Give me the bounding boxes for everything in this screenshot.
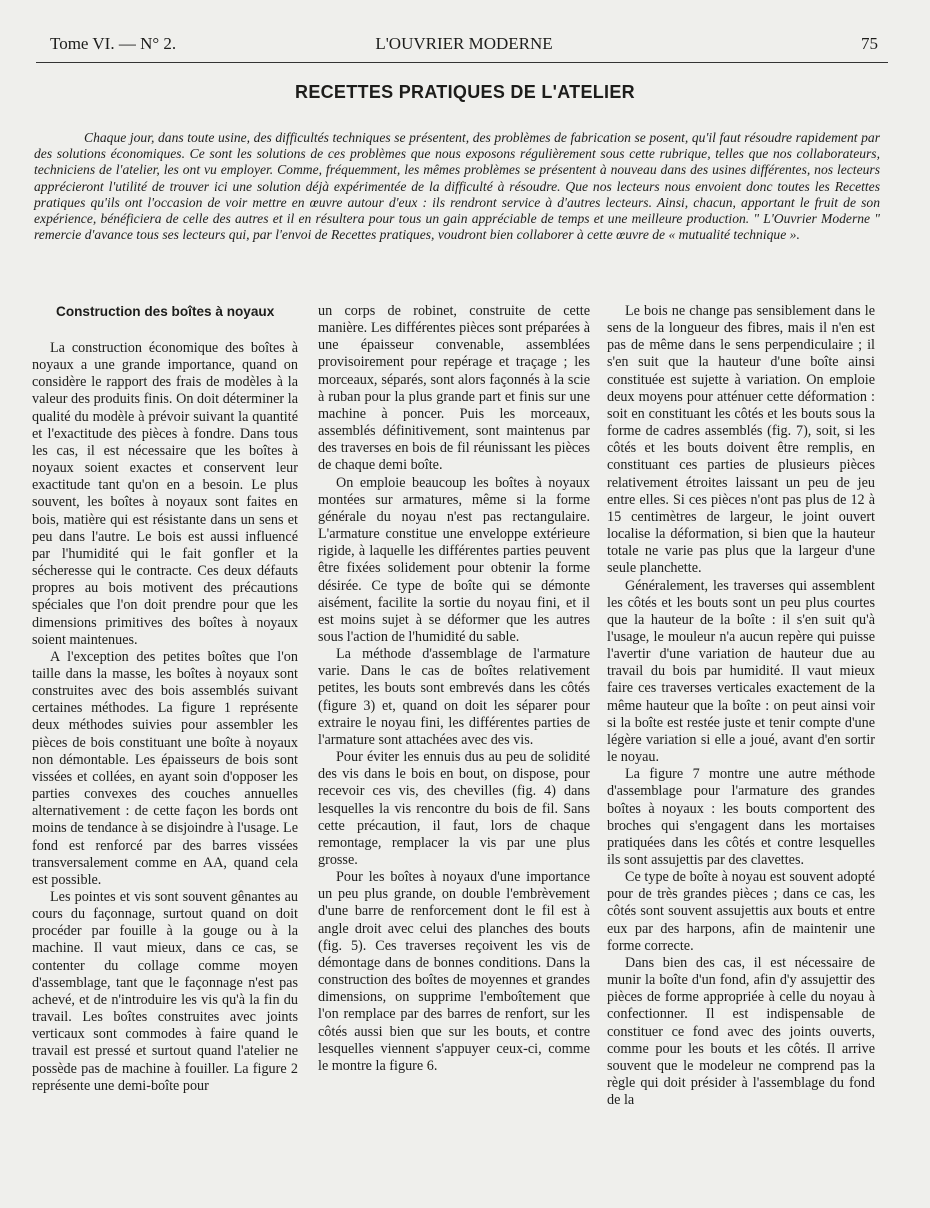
body-paragraph: La méthode d'assemblage de l'armature varie. Dans le cas de boîtes relativement petites, les bouts sont embrevés dans les côtés (figure 3) et, quand on doit les séparer pour extraire le noyau fini, les différentes parties de l'armature sont attachées avec des vis.: [318, 646, 590, 748]
body-paragraph: Ce type de boîte à noyau est souvent adopté pour de très grandes pièces ; dans ce cas, les côtés sont souvent assujettis aux bouts et entre eux par des harpons, afin de maintenir une forme correcte.: [607, 869, 875, 954]
body-paragraph: Dans bien des cas, il est nécessaire de munir la boîte d'un fond, afin d'y assujettir des pièces de forme appropriée à celle du noyau à confectionner. Il est indispensable de constituer ce fond avec des joints ouverts, comme pour les bouts et les côtés. Il arrive souvent que le modeleur ne comprend pas la règle qui doit présider à l'assemblage du fond de la: [607, 954, 875, 1109]
intro-paragraph: Chaque jour, dans toute usine, des difficultés techniques se présentent, des problèmes de fabrication se posent, qu'il faut résoudre rapidement par des solutions économiques. Ce sont les solutions de ces problèmes que nous exposons régulièrement sous cette rubrique, telles que nos collaborateurs, techniciens de l'atelier, les ont vu employer. Comme, fréquemment, les mêmes problèmes se présentent à nouveau dans des usines différentes, nos lecteurs apprécieront l'utilité de trouver ici une solution déjà expérimentée de la difficulté à résoudre. Que nos lecteurs nous envoient donc toutes les Recettes pratiques qu'ils ont l'occasion de voir mettre en œuvre autour d'eux : ils rendront service à d'autres lecteurs. Ainsi, chacun, apportant le fruit de son expérience, bénéficiera de celle des autres et il en résultera pour tous un gain appréciable de temps et une meilleure production. " L'Ouvrier Moderne " remercie d'avance tous ses lecteurs qui, par l'envoi de Recettes pratiques, voudront bien collaborer à cette œuvre de « mutualité technique ».: [34, 130, 880, 243]
text-column-3: [607, 303, 875, 1109]
header-rule: [36, 62, 888, 63]
body-paragraph: A l'exception des petites boîtes que l'on taille dans la masse, les boîtes à noyaux sont construites avec des bois assemblés suivant certaines méthodes. La figure 1 représente deux méthodes suivies pour assembler les pièces de bois constituant une boîte à noyaux non démontable. Les épaisseurs de bois sont vissées et collées, en ayant soin d'opposer les parties convexes des couches annuelles alternativement : de cette façon les bords ont moins de tendance à se disjoindre à l'usage. Le fond est renforcé par des barres vissées transversalement comme en AA, quand cela est possible.: [32, 648, 298, 888]
page-number: 75: [861, 34, 878, 53]
journal-title: L'OUVRIER MODERNE: [375, 34, 553, 53]
volume-issue: Tome VI. — N° 2.: [50, 34, 177, 53]
body-paragraph: Les pointes et vis sont souvent gênantes au cours du façonnage, surtout quand on doit procéder par fouille à la gouge ou à la machine. Il vaut mieux, dans ce cas, se contenter du collage comme moyen d'assemblage, tant que le façonnage n'est pas achevé, et de n'introduire les vis qu'à la fin du travail. Les boîtes construites avec joints verticaux sont commodes à faire quand le travail est pressé et surtout quand l'atelier ne possède pas de machine à fouiller. La figure 2 représente une demi-boîte pour: [32, 889, 298, 1094]
body-paragraph: Généralement, les traverses qui assemblent les côtés et les bouts sont un peu plus courtes que la hauteur de la boîte : il s'en suit qu'à l'usage, le mouleur n'a aucun repère qui puisse l'avertir d'une variation de hauteur due au travail du bois par humidité. Il vaut mieux faire ces traverses verticales exactement de la même hauteur que la boîte : on peut ainsi voir si la boîte est restée juste et tenir compte d'une légère variation si elle a joué, avant d'en sortir le noyau.: [607, 577, 875, 766]
article-heading: Construction des boîtes à noyaux: [56, 304, 275, 319]
body-paragraph: Pour les boîtes à noyaux d'une importance un peu plus grande, on double l'embrèvement d'une barre de renforcement dont le fil est à angle droit avec celui des planches des bouts (fig. 5). Ces traverses reçoivent les vis de démontage dans de bonnes conditions. Dans la construction des boîtes de moyennes et grandes dimensions, on supprime l'emboîtement que l'on remplace par des barres de renfort, sur les côtés aussi bien que sur les bouts, et contre lesquelles viennent s'appuyer ceux-ci, comme le montre la figure 6.: [318, 869, 590, 1074]
body-paragraph: Pour éviter les ennuis dus au peu de solidité des vis dans le bois en bout, on dispose, pour recevoir ces vis, des chevilles (fig. 4) dans lesquelles la vis rencontre du bois de fil. Sans cette précaution, il faut, lors de chaque remontage, remplacer la vis par une plus grosse.: [318, 749, 590, 868]
body-paragraph: La figure 7 montre une autre méthode d'assemblage pour l'armature des grandes boîtes à noyaux : les bouts comportent des broches qui s'engagent dans les mortaises pratiquées dans les côtés et contre lesquelles ils sont assujettis par des clavettes.: [607, 766, 875, 868]
body-paragraph: un corps de robinet, construite de cette manière. Les différentes pièces sont préparées à une épaisseur convenable, assemblées provisoirement pour repérage et traçage ; les morceaux, séparés, sont alors façonnés à la scie à ruban pour la plus grande part et finis sur une machine à poncer. Puis les morceaux, assemblés définitivement, sont maintenus par des traverses en bois de fil réunissant les pièces de chaque demi boîte.: [318, 303, 590, 474]
body-paragraph: Le bois ne change pas sensiblement dans le sens de la longueur des fibres, mais il n'en est pas de même dans le sens perpendiculaire ; il s'en suit que la hauteur d'une boîte ainsi constituée est sujette à variation. On emploie deux moyens pour atténuer cette déformation : soit en constituant les côtés et les bouts sous la forme de cadres assemblés (fig. 7), soit, si les côtés et les bouts doivent être remplis, en constituant ces parties de plusieurs pièces relativement étroites laissant un peu de jeu entre elles. Si ces pièces n'ont pas plus de 12 à 15 centimètres de largeur, le joint ouvert localise la déformation, si bien que la hauteur totale ne varie pas plus que la largeur d'une seule planchette.: [607, 303, 875, 577]
text-column-1: [32, 303, 298, 1095]
body-paragraph: On emploie beaucoup les boîtes à noyaux montées sur armatures, même si la forme générale du noyau n'est pas rectangulaire. L'armature constitue une enveloppe extérieure rigide, à laquelle les différentes parties peuvent être fixées solidement pour obtenir la forme désirée. Ce type de boîte qui se démonte aisément, facilite la sortie du noyau fini, et il est moins sujet à se déformer que les autres sous l'action de l'humidité du sable.: [318, 474, 590, 645]
section-title: RECETTES PRATIQUES DE L'ATELIER: [295, 82, 635, 102]
text-column-2: [318, 303, 590, 1075]
running-header: [50, 34, 878, 58]
body-paragraph: La construction économique des boîtes à noyaux a une grande importance, quand on considère le rapport des frais de modèles à la valeur des produits finis. On doit déterminer la qualité du modèle à prévoir suivant la quantité et l'exactitude des pièces à fondre. Dans tous les cas, il est nécessaire que les boîtes à noyaux soient exactes et conservent leur exactitude tant qu'on en a besoin. Le plus souvent, les boîtes à noyaux sont faites en bois, matière qui est résistante dans un sens et peu dans l'autre. Le bois est aussi influencé par l'humidité qui le fait gonfler et la sécheresse qui le contracte. Ces deux défauts propres au bois motivent des précautions spéciales que l'on doit prendre pour que les dimensions primitives des boîtes à noyaux soient maintenues.: [32, 340, 298, 648]
